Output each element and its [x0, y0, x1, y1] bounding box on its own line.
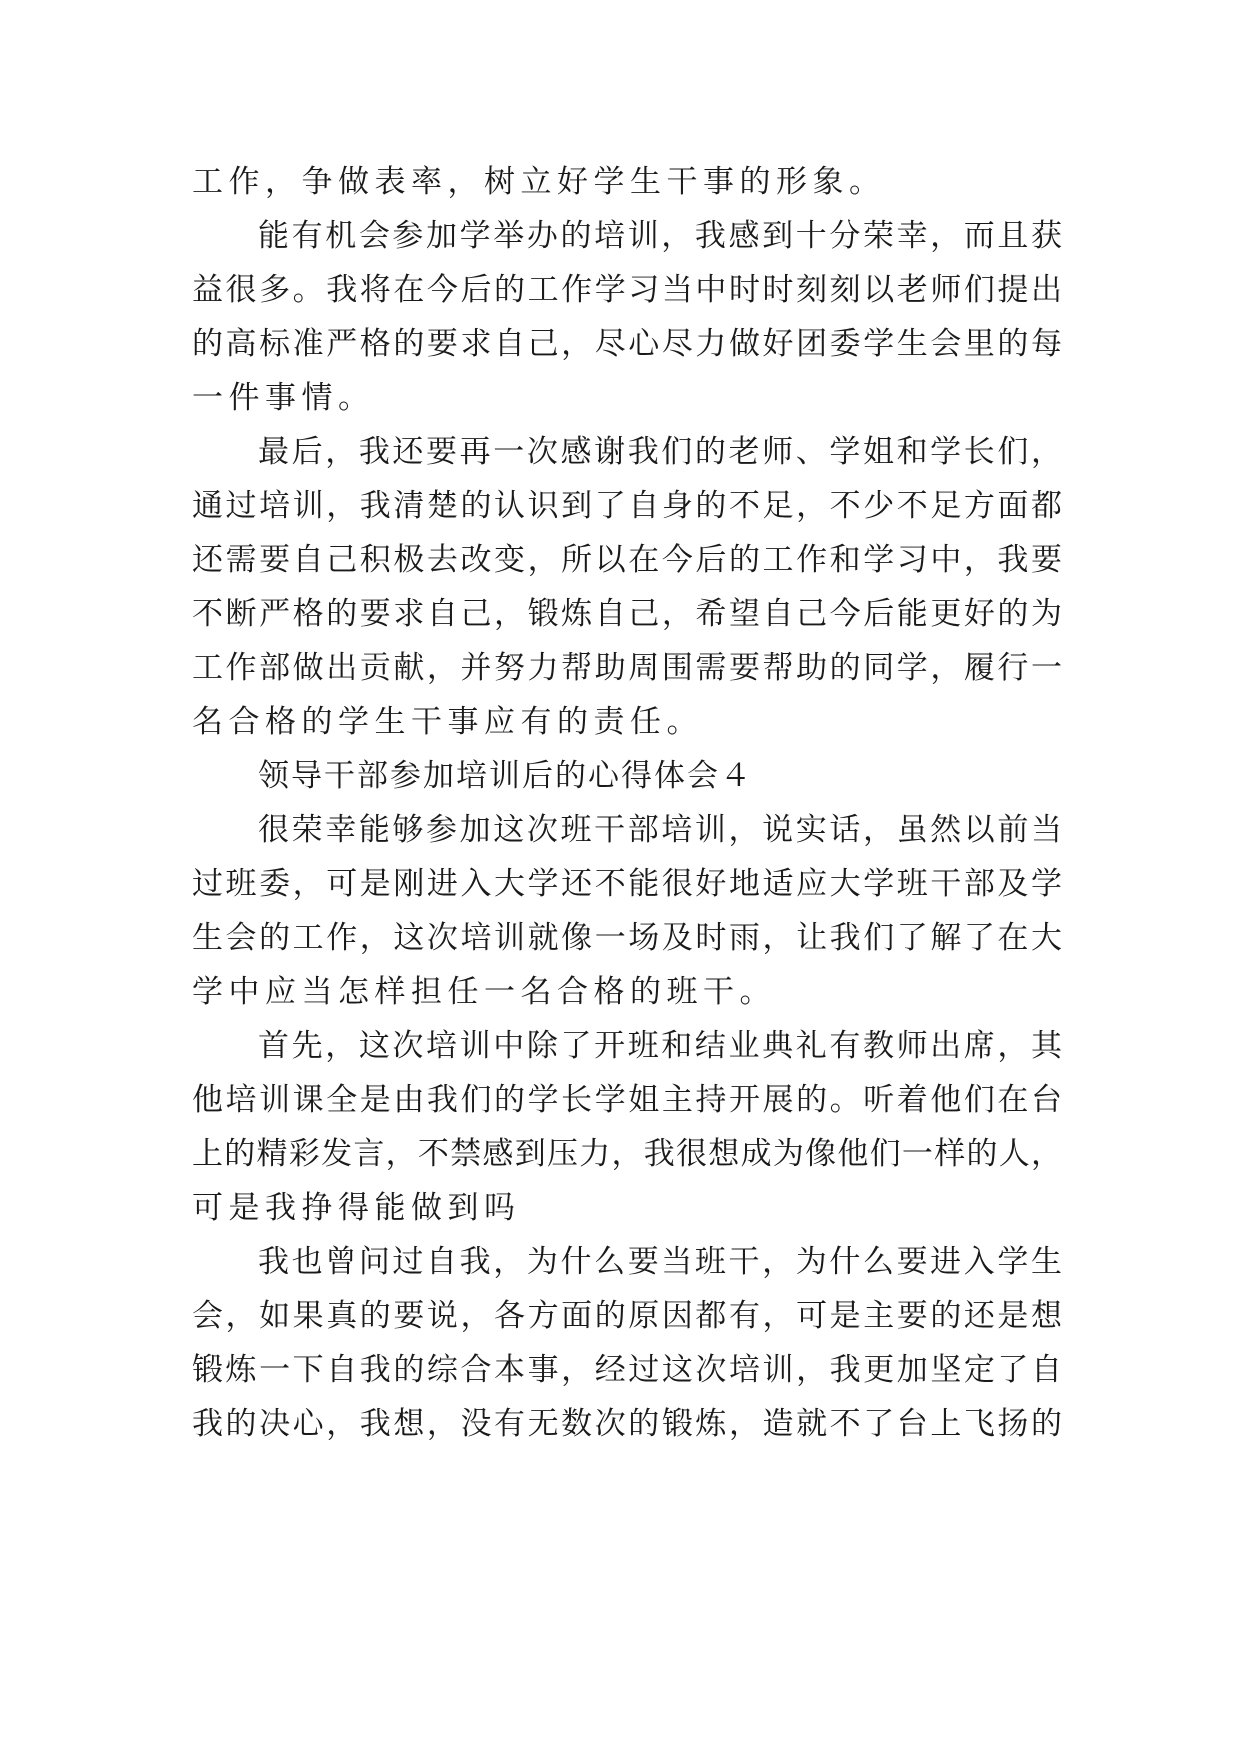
text-line: 还需要自己积极去改变，所以在今后的工作和学习中，我要	[192, 542, 1062, 578]
text-line: 我的决心，我想，没有无数次的锻炼，造就不了台上飞扬的	[192, 1406, 1062, 1442]
text-line: 上的精彩发言，不禁感到压力，我很想成为像他们一样的人，	[192, 1136, 1062, 1172]
document-page	[192, 155, 1062, 1451]
text-line: 过班委，可是刚进入大学还不能很好地适应大学班干部及学	[192, 866, 1062, 902]
paragraph-first-line: 首先，这次培训中除了开班和结业典礼有教师出席，其	[258, 1028, 1062, 1064]
text-line: 学中应当怎样担任一名合格的班干。	[192, 974, 776, 1010]
paragraph-first-line: 很荣幸能够参加这次班干部培训，说实话，虽然以前当	[258, 812, 1062, 848]
text-line: 的高标准严格的要求自己，尽心尽力做好团委学生会里的每	[192, 326, 1062, 362]
text-line: 名合格的学生干事应有的责任。	[192, 704, 703, 740]
text-line: 生会的工作，这次培训就像一场及时雨，让我们了解了在大	[192, 920, 1062, 956]
paragraph-first-line: 我也曾问过自我，为什么要当班干，为什么要进入学生	[258, 1244, 1062, 1280]
text-line: 益很多。我将在今后的工作学习当中时时刻刻以老师们提出	[192, 272, 1062, 308]
text-line: 一件事情。	[192, 380, 375, 416]
text-line: 锻炼一下自我的综合本事，经过这次培训，我更加坚定了自	[192, 1352, 1062, 1388]
paragraph-first-line: 能有机会参加学举办的培训，我感到十分荣幸，而且获	[258, 218, 1062, 254]
text-line: 可是我挣得能做到吗	[192, 1190, 521, 1226]
text-line: 工作部做出贡献，并努力帮助周围需要帮助的同学，履行一	[192, 650, 1062, 686]
paragraph-first-line: 最后，我还要再一次感谢我们的老师、学姐和学长们，	[258, 434, 1062, 470]
text-line: 会，如果真的要说，各方面的原因都有，可是主要的还是想	[192, 1298, 1062, 1334]
text-line: 工作，争做表率，树立好学生干事的形象。	[192, 164, 886, 200]
text-line: 不断严格的要求自己，锻炼自己，希望自己今后能更好的为	[192, 596, 1062, 632]
text-line: 通过培训，我清楚的认识到了自身的不足，不少不足方面都	[192, 488, 1062, 524]
section-heading: 领导干部参加培训后的心得体会４	[258, 758, 753, 794]
text-line: 他培训课全是由我们的学长学姐主持开展的。听着他们在台	[192, 1082, 1062, 1118]
